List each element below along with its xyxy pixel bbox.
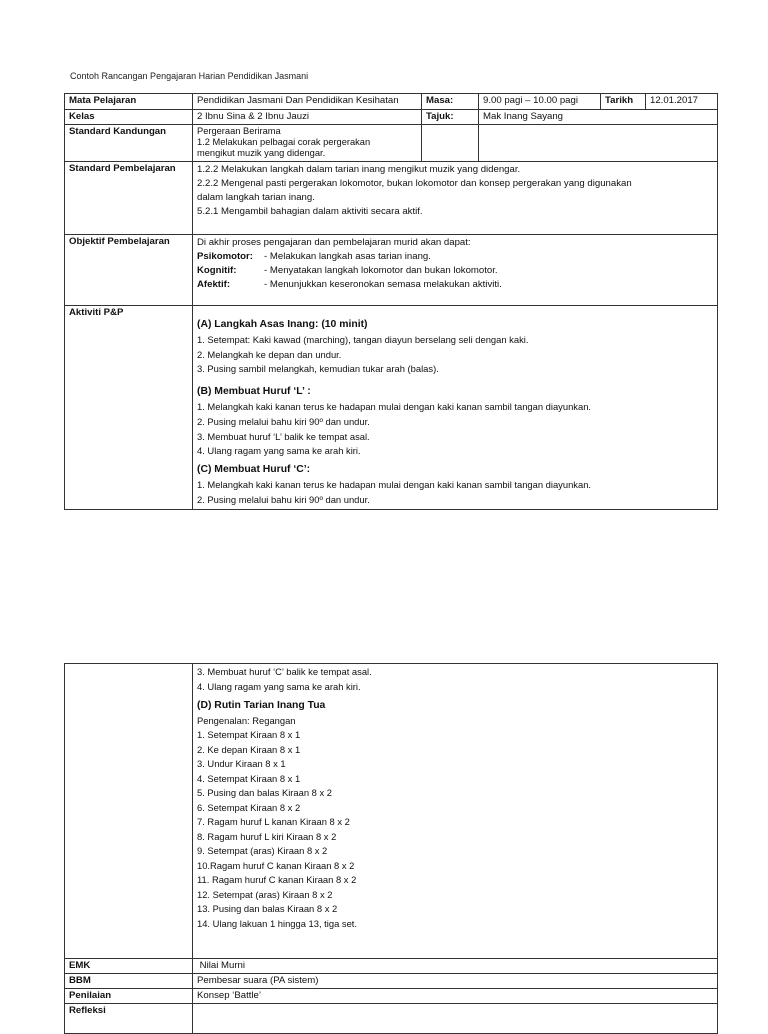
aktiviti-content-continued — [193, 664, 718, 959]
objektif-content — [193, 235, 718, 306]
section-a-item: 1. Setempat: Kaki kawad (marching), tangan diayun berselang seli dengan kaki. — [197, 333, 529, 345]
section-d-item: 3. Undur Kiraan 8 x 1 — [197, 758, 286, 769]
section-d-item: 2. Ke depan Kiraan 8 x 1 — [197, 743, 301, 755]
section-d-item: 7. Ragam huruf L kanan Kiraan 8 x 2 — [197, 816, 350, 827]
section-d-item: 10.Ragam huruf C kanan Kiraan 8 x 2 — [197, 859, 355, 871]
sk-line: Pergeraan Berirama — [197, 126, 281, 136]
objektif-label: Objektif Pembelajaran — [65, 235, 193, 306]
mata-pelajaran-label: Mata Pelajaran — [65, 94, 193, 110]
objektif-item-text: - Melakukan langkah asas tarian inang. — [264, 251, 431, 262]
penilaian-label: Penilaian — [65, 989, 193, 1004]
section-c-item: 4. Ulang ragam yang sama ke arah kiri. — [197, 680, 361, 692]
section-d-item: 13. Pusing dan balas Kiraan 8 x 2 — [197, 903, 338, 914]
refleksi-label: Refleksi — [65, 1004, 193, 1034]
section-c-item: 1. Melangkah kaki kanan terus ke hadapan mulai dengan kaki kanan sambil tangan diayunkan. — [197, 478, 592, 490]
section-d-item: 4. Setempat Kiraan 8 x 1 — [197, 772, 301, 784]
section-a-item: 3. Pusing sambil melangkah, kemudian tukar arah (balas). — [197, 363, 439, 375]
section-c-item: 2. Pusing melalui bahu kiri 90º dan undur. — [197, 493, 370, 505]
section-d-item: 12. Setempat (aras) Kiraan 8 x 2 — [197, 888, 333, 900]
standard-kandungan-label: Standard Kandungan — [65, 125, 193, 162]
section-a-title: (A) Langkah Asas Inang: (10 minit) — [197, 319, 368, 330]
row-bbm — [65, 974, 718, 989]
empty-cell — [65, 664, 193, 959]
standard-pembelajaran-content — [193, 162, 718, 235]
kelas-label: Kelas — [65, 110, 193, 125]
empty-cell — [479, 125, 718, 162]
row-aktiviti — [65, 306, 718, 510]
objektif-item-label: Kognitif: — [197, 265, 237, 276]
bbm-value: Pembesar suara (PA sistem) — [193, 974, 718, 989]
objektif-item — [197, 264, 713, 278]
objektif-item — [197, 250, 713, 264]
section-b-item: 4. Ulang ragam yang sama ke arah kiri. — [197, 445, 361, 457]
sp-line: dalam langkah tarian inang. — [197, 192, 315, 203]
section-b-item: 1. Melangkah kaki kanan terus ke hadapan mulai dengan kaki kanan sambil tangan diayunkan. — [197, 400, 592, 412]
bbm-label: BBM — [65, 974, 193, 989]
standard-pembelajaran-label: Standard Pembelajaran — [65, 162, 193, 235]
objektif-item-text: - Menunjukkan keseronokan semasa melakukan aktiviti. — [264, 279, 502, 290]
sp-line: 2.2.2 Mengenal pasti pergerakan lokomotor, bukan lokomotor dan konsep pergerakan yang digunakan — [197, 178, 632, 189]
tarikh-label: Tarikh — [601, 94, 646, 110]
sp-line: 1.2.2 Melakukan langkah dalam tarian inang mengikut muzik yang didengar. — [197, 164, 521, 175]
row-aktiviti-continued — [65, 664, 718, 959]
lesson-plan-table-page2 — [64, 663, 718, 1034]
sk-line: 1.2 Melakukan pelbagai corak pergerakan — [197, 137, 371, 147]
masa-label: Masa: — [422, 94, 479, 110]
lesson-plan-table-page1 — [64, 93, 718, 510]
aktiviti-content — [193, 306, 718, 510]
tarikh-value: 12.01.2017 — [646, 94, 718, 110]
standard-kandungan-content — [193, 125, 422, 162]
row-standard-kandungan — [65, 125, 718, 162]
objektif-item-label: Afektif: — [197, 279, 231, 290]
emk-label: EMK — [65, 959, 193, 974]
row-penilaian — [65, 989, 718, 1004]
mata-pelajaran-value: Pendidikan Jasmani Dan Pendidikan Kesihatan — [193, 94, 422, 110]
document-title: Contoh Rancangan Pengajaran Harian Pendidikan Jasmani — [70, 71, 309, 81]
section-d-item: 9. Setempat (aras) Kiraan 8 x 2 — [197, 845, 328, 856]
empty-cell — [422, 125, 479, 162]
row-kelas — [65, 110, 718, 125]
section-c-title: (C) Membuat Huruf ‘C’: — [197, 464, 311, 476]
sk-line: mengikut muzik yang didengar. — [197, 148, 326, 158]
section-d-item: 1. Setempat Kiraan 8 x 1 — [197, 729, 301, 740]
penilaian-value: Konsep ‘Battle’ — [193, 989, 718, 1004]
section-b-item: 2. Pusing melalui bahu kiri 90º dan undur. — [197, 415, 370, 427]
section-c-item: 3. Membuat huruf ‘C’ balik ke tempat asal. — [197, 666, 372, 677]
objektif-item-label: Psikomotor: — [197, 251, 253, 262]
section-d-title: (D) Rutin Tarian Inang Tua — [197, 700, 326, 711]
row-refleksi — [65, 1004, 718, 1034]
aktiviti-label: Aktiviti P&P — [65, 306, 193, 510]
section-d-subtitle: Pengenalan: Regangan — [197, 714, 296, 726]
tajuk-value: Mak Inang Sayang — [479, 110, 718, 125]
section-d-item: 5. Pusing dan balas Kiraan 8 x 2 — [197, 787, 332, 798]
row-emk — [65, 959, 718, 974]
sp-line: 5.2.1 Mengambil bahagian dalam aktiviti secara aktif. — [197, 206, 423, 217]
objektif-item — [197, 278, 713, 292]
section-d-item: 14. Ulang lakuan 1 hingga 13, tiga set. — [197, 917, 358, 929]
section-a-item: 2. Melangkah ke depan dan undur. — [197, 348, 342, 360]
row-mata-pelajaran — [65, 94, 718, 110]
refleksi-value — [193, 1004, 718, 1034]
row-objektif — [65, 235, 718, 306]
section-d-item: 11. Ragam huruf C kanan Kiraan 8 x 2 — [197, 874, 357, 885]
objektif-item-text: - Menyatakan langkah lokomotor dan bukan lokomotor. — [264, 265, 498, 276]
section-b-title: (B) Membuat Huruf ‘L’ : — [197, 386, 311, 398]
row-standard-pembelajaran — [65, 162, 718, 235]
tajuk-label: Tajuk: — [422, 110, 479, 125]
objektif-intro: Di akhir proses pengajaran dan pembelajaran murid akan dapat: — [197, 237, 471, 248]
emk-value: Nilai Murni — [193, 959, 718, 974]
section-d-item: 8. Ragam huruf L kiri Kiraan 8 x 2 — [197, 830, 337, 842]
masa-value: 9.00 pagi – 10.00 pagi — [479, 94, 601, 110]
kelas-value: 2 Ibnu Sina & 2 Ibnu Jauzi — [193, 110, 422, 125]
section-d-item: 6. Setempat Kiraan 8 x 2 — [197, 801, 301, 813]
section-b-item: 3. Membuat huruf ‘L’ balik ke tempat asal. — [197, 430, 370, 442]
